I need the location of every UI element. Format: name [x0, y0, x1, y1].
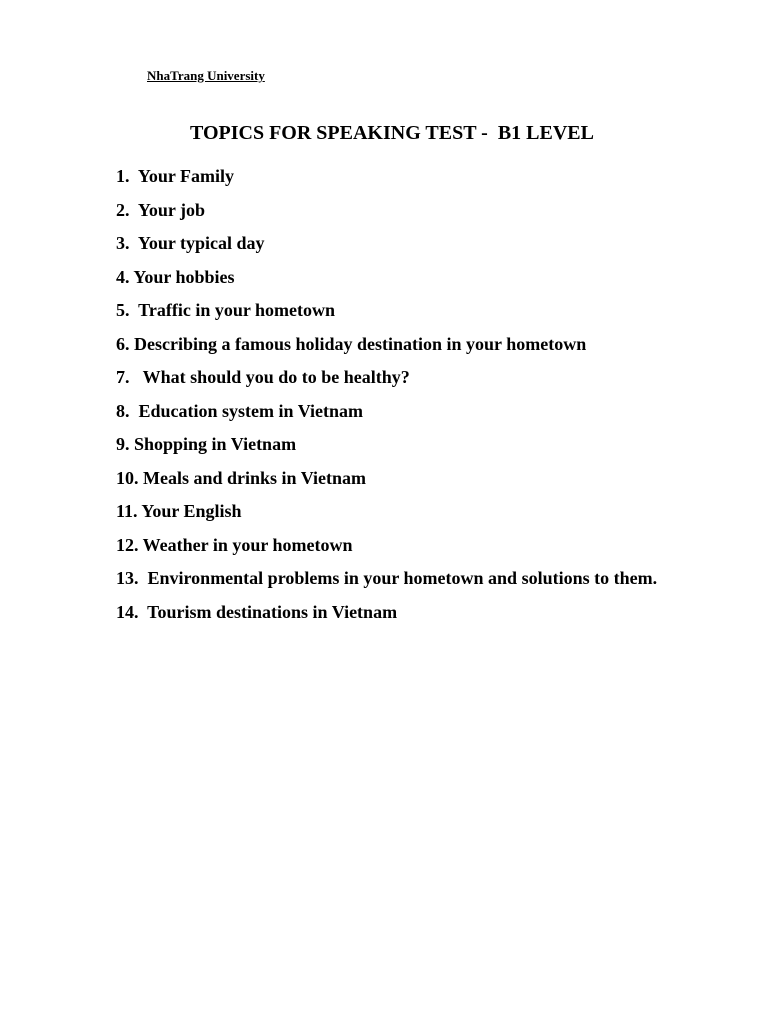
topic-item-5: 5. Traffic in your hometown	[116, 300, 335, 320]
topic-item-4: 4. Your hobbies	[116, 266, 235, 287]
topic-item-12: 12. Weather in your hometown	[116, 534, 353, 555]
topic-item-1: 1. Your Family	[116, 166, 235, 186]
topic-item-2: 2. Your job	[116, 199, 206, 220]
topic-list	[116, 164, 657, 633]
topic-item-8: 8. Education system in Vietnam	[116, 400, 364, 421]
topic-item-11: 11. Your English	[116, 501, 242, 521]
topic-item-14: 14. Tourism destinations in Vietnam	[116, 601, 398, 622]
topic-item-9: 9. Shopping in Vietnam	[116, 434, 297, 454]
topic-item-6: 6. Describing a famous holiday destination in your hometown	[116, 333, 587, 354]
topic-item-3: 3. Your typical day	[116, 233, 265, 253]
topic-item-10: 10. Meals and drinks in Vietnam	[116, 467, 367, 488]
university-name: NhaTrang University	[147, 68, 265, 83]
topic-item-7: 7. What should you do to be healthy?	[116, 367, 410, 387]
topic-item-13: 13. Environmental problems in your hometown and solutions to them.	[116, 568, 658, 588]
page-title: TOPICS FOR SPEAKING TEST - B1 LEVEL	[189, 122, 594, 144]
